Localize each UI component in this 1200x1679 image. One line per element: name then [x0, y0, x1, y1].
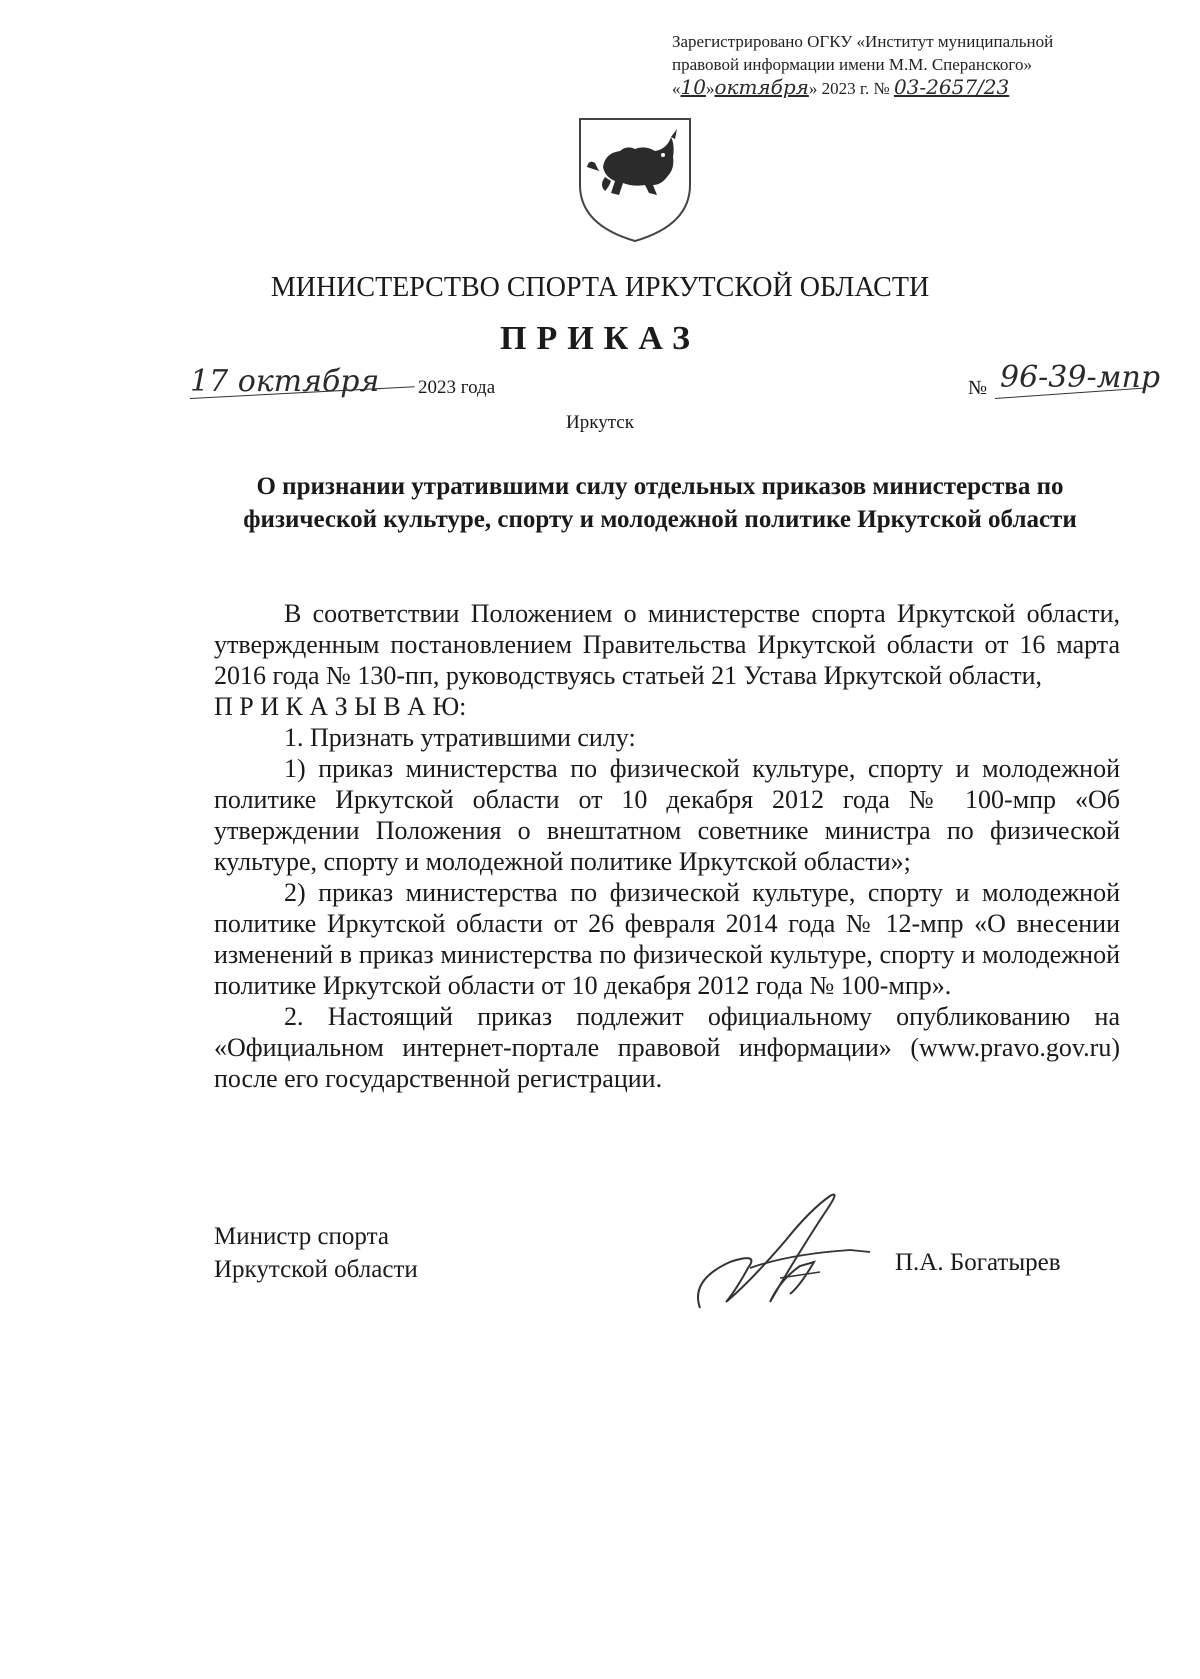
item-1-2: 2) приказ министерства по физической культуре, спорту и молодежной политике Иркутской области от 26 февраля 2014 года № 12-мпр «О внесении изменений в приказ министерства по физической культуре, спорту и молодежной политике Иркутской области от 10 декабря 2012 года № 100-мпр». — [214, 878, 1120, 1000]
item-1-1: 1) приказ министерства по физической культуре, спорту и молодежной политике Иркутской области от 10 декабря 2012 года № 100-мпр «Об утверждении Положения о внештатном советнике министра по физической культуре, спорту и молодежной политике Иркутской области»; — [214, 754, 1120, 876]
order-number-sign: № — [968, 377, 988, 399]
order-date-year: 2023 года — [418, 377, 496, 398]
registration-line-1: Зарегистрировано ОГКУ «Институт муниципальной — [672, 32, 1054, 51]
registration-day: 10 — [680, 75, 706, 99]
preamble-paragraph: В соответствии Положением о министерстве спорта Иркутской области, утвержденным постановлением Правительства Иркутской области от 16 марта 2016 года № 130-пп, руководствуясь статьей 21 Устава Иркутской области, — [214, 599, 1120, 690]
item-1: 1. Признать утратившими силу: — [284, 723, 636, 752]
registration-line-2: правовой информации имени М.М. Сперанского» — [672, 55, 1032, 74]
registration-year: 2023 г. № — [821, 79, 890, 98]
order-number-handwritten: 96-39-мпр — [1000, 360, 1161, 395]
registration-number: 03-2657/23 — [893, 75, 1010, 99]
signer-name: П.А. Богатырев — [895, 1249, 1061, 1276]
signer-position-line-1: Министр спорта — [214, 1223, 389, 1250]
registration-line-3: «10»октября» 2023 г. № 03-2657/23 — [672, 75, 1010, 99]
document-type: ПРИКАЗ — [500, 320, 700, 357]
document-title: О признании утратившими силу отдельных приказов министерства по физической культуре, спорту и молодежной политике Иркутской области — [243, 473, 1077, 533]
order-verb: П Р И К А З Ы В А Ю: — [214, 692, 467, 721]
registration-month: октября — [714, 75, 809, 99]
signer-position — [214, 1220, 418, 1286]
ministry-name: МИНИСТЕРСТВО СПОРТА ИРКУТСКОЙ ОБЛАСТИ — [270, 272, 930, 303]
item-2: 2. Настоящий приказ подлежит официальному опубликованию на «Официальном интернет-портале правовой информации» (www.pravo.gov.ru) после его государственной регистрации. — [214, 1002, 1120, 1093]
city: Иркутск — [566, 412, 634, 433]
order-date-handwritten: 17 октября — [190, 364, 380, 399]
registration-stamp — [672, 30, 1132, 100]
irkutsk-babr-emblem-icon — [575, 115, 695, 245]
handwritten-signature — [690, 1190, 880, 1320]
document-body — [214, 598, 1120, 1094]
signer-position-line-2: Иркутской области — [214, 1256, 418, 1283]
